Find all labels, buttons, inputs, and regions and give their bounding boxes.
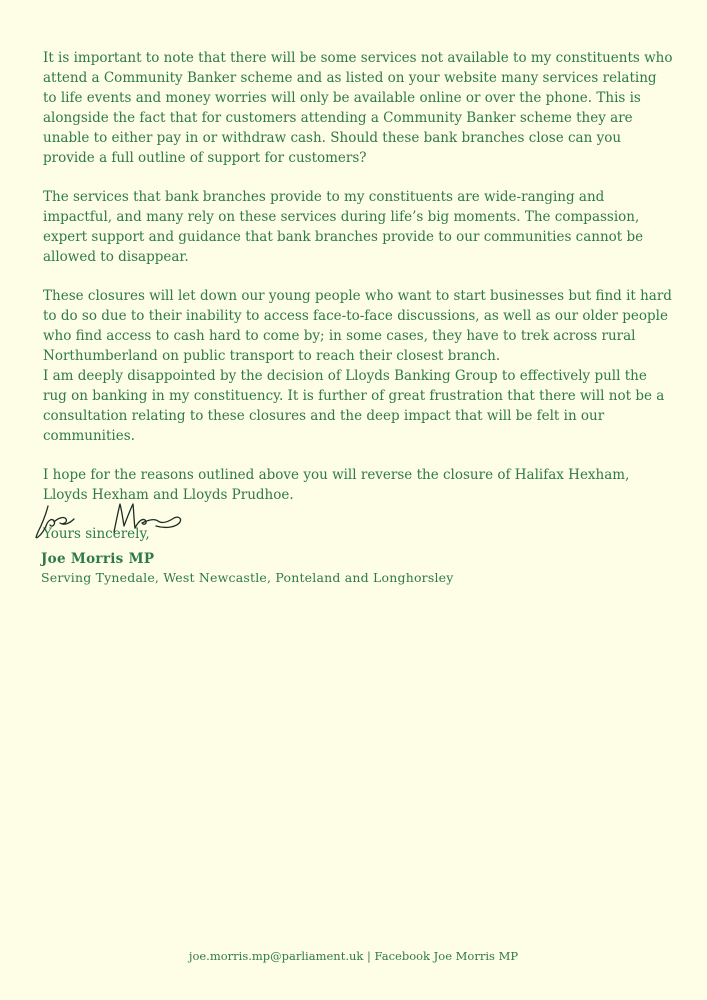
signer-name: Joe Morris MP xyxy=(41,551,155,567)
signer-role: Serving Tynedale, West Newcastle, Ponteland and Longhorsley xyxy=(41,570,454,585)
closing-salutation: Yours sincerely, xyxy=(43,526,150,542)
paragraph-deeply-disappointed: I am deeply disappointed by the decision of Lloyds Banking Group to effectively pull the rug on banking in my constituency. It is further of great frustration that there will not be a consultation relating to these closures and the deep impact that will be felt in our communities. xyxy=(43,368,665,444)
footer-contact: joe.morris.mp@parliament.uk | Facebook Joe Morris MP xyxy=(188,949,519,963)
paragraph-services-wide-ranging: The services that bank branches provide to my constituents are wide-ranging and impactful, and many rely on these services during life’s big moments. The compassion, expert support and guidance that bank branches provide to our communities cannot be allowed to disappear. xyxy=(43,189,644,265)
paragraph-reverse-closure: I hope for the reasons outlined above you will reverse the closure of Halifax Hexham, Lloyds Hexham and Lloyds Prudhoe. xyxy=(43,467,630,503)
handwritten-signature xyxy=(30,492,190,544)
paragraph-services-not-available: It is important to note that there will be some services not available to my constituents who attend a Community Banker scheme and as listed on your website many services relating to life events and money worries will only be available online or over the phone. This is alongside the fact that for customers attending a Community Banker scheme they are unable to either pay in or withdraw cash. Should these bank branches close can you provide a full outline of support for customers? xyxy=(43,50,673,166)
paragraph-closures-let-down: These closures will let down our young people who want to start businesses but find it hard to do so due to their inability to access face-to-face discussions, as well as our older people who find access to cash hard to come by; in some cases, they have to trek across rural Northumberland on public transport to reach their closest branch. xyxy=(43,288,672,364)
letter-body xyxy=(43,48,673,563)
